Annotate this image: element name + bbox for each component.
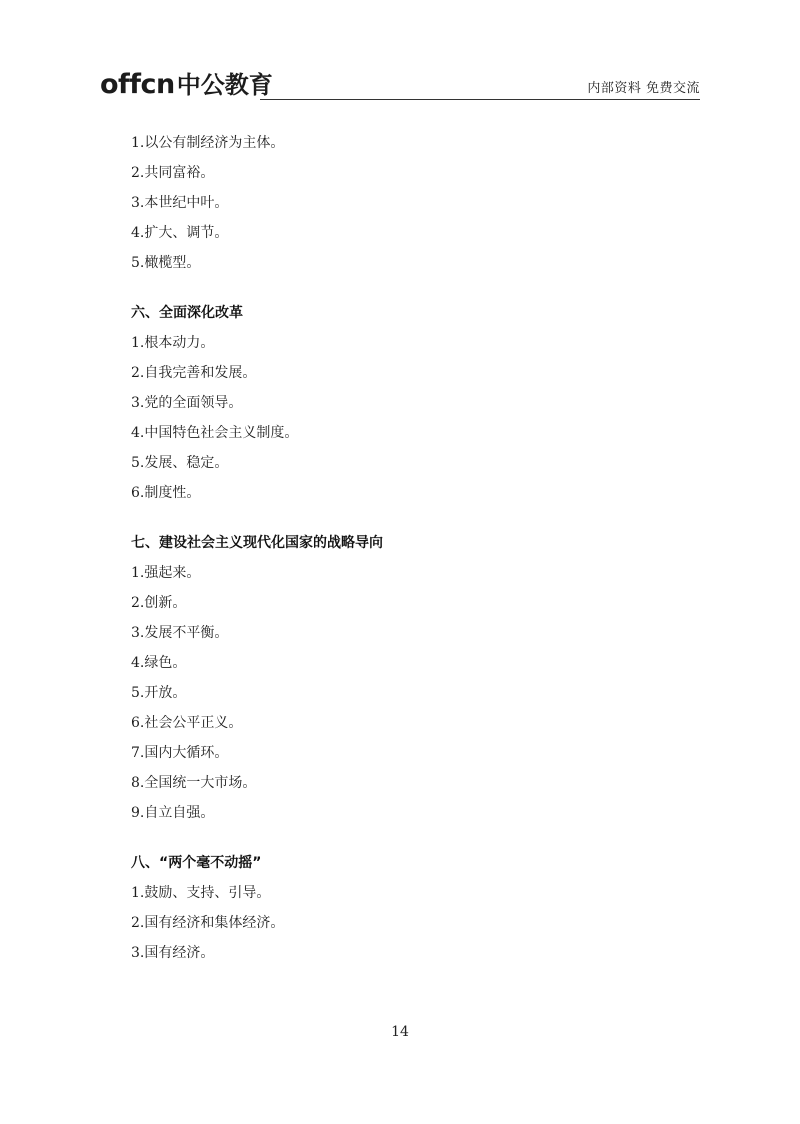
intro-list	[131, 128, 691, 278]
offcn-logo	[100, 66, 273, 100]
list-item: 5.开放。	[131, 685, 187, 701]
section-8	[131, 848, 691, 968]
list-item: 5.橄榄型。	[131, 255, 201, 271]
list-item: 1.根本动力。	[131, 335, 215, 351]
section-heading: 八、“两个毫不动摇”	[131, 855, 262, 871]
list-item: 3.本世纪中叶。	[131, 195, 229, 211]
list-item: 2.国有经济和集体经济。	[131, 915, 285, 931]
list-item: 1.鼓励、支持、引导。	[131, 885, 271, 901]
list-item: 6.社会公平正义。	[131, 715, 243, 731]
section-6	[131, 298, 691, 508]
document-body	[131, 128, 691, 968]
list-item: 2.共同富裕。	[131, 165, 215, 181]
list-item: 3.党的全面领导。	[131, 395, 243, 411]
header-note: 内部资料 免费交流	[587, 81, 700, 96]
list-item: 1.强起来。	[131, 565, 201, 581]
logo-chinese-text: 中公教育	[176, 71, 273, 99]
section-heading: 七、建设社会主义现代化国家的战略导向	[131, 535, 383, 551]
page-number: 14	[391, 1024, 409, 1040]
list-item: 1.以公有制经济为主体。	[131, 135, 285, 151]
list-item: 3.发展不平衡。	[131, 625, 229, 641]
list-item: 9.自立自强。	[131, 805, 215, 821]
list-item: 2.自我完善和发展。	[131, 365, 257, 381]
logo-latin-text: offcn	[100, 69, 175, 100]
list-item: 8.全国统一大市场。	[131, 775, 257, 791]
list-item: 4.扩大、调节。	[131, 225, 229, 241]
header-rule	[260, 99, 700, 100]
section-7	[131, 528, 691, 828]
list-item: 3.国有经济。	[131, 945, 215, 961]
list-item: 4.绿色。	[131, 655, 187, 671]
section-heading: 六、全面深化改革	[131, 305, 243, 321]
list-item: 4.中国特色社会主义制度。	[131, 425, 299, 441]
list-item: 7.国内大循环。	[131, 745, 229, 761]
list-item: 5.发展、稳定。	[131, 455, 229, 471]
page-header	[100, 66, 700, 100]
list-item: 6.制度性。	[131, 485, 201, 501]
list-item: 2.创新。	[131, 595, 187, 611]
